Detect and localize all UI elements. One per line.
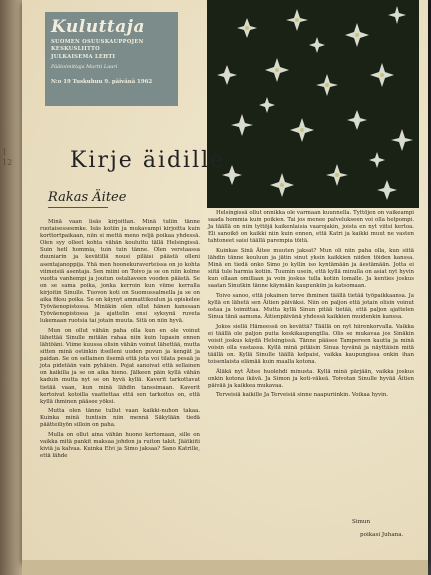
paragraph: Toivo sanoo, että jokainen terve ihminen täällä tietää työpaikkaansa. Ja kyllä en lähetä sen Äitien päiväksi. Niin on paljon että jotain olisin voinut ostaa ja toimittaa. Mutta kyllä Sinun pitää tietää, että paljon ajattelen Sinua tänä aamuna. Äitienpäivänä yhdessä kaikkien muidenkin kanssa. bbox=[208, 292, 414, 321]
paragraph: Terveisiä kaikille Ja Terveisiä sinne naapuriinkin. Voikaa hyvin. bbox=[216, 392, 389, 399]
flower-photo-svg bbox=[207, 0, 419, 208]
flower-photo bbox=[207, 0, 419, 208]
masthead-logo: Kuluttaja bbox=[51, 17, 145, 37]
signature-line-1: Simun bbox=[352, 519, 371, 525]
paragraph: Helsingissä ollut onnikka ole varmaan kuunnella. Tyttöjen on vaikeampi saada hommia kuin poikien. Tai jos menee palvelukseen voi olla helpompi. Ja täällä on niin tyttöjä kaikenlaisia vaarojakin, joista en nyt viitsi kertoa. Eli sanoikö on kaikki niin kuin ennen, että Katri ja kaikki muut ne vasten tahtoneet saisi täällä parempia töitä. bbox=[208, 210, 414, 245]
margin-number: 12 bbox=[2, 158, 13, 167]
paragraph: Minä vaan lisäs kirjoittan. Minä tuliin tänne ruotaisesseemke. Isäs kotiin ja mukavampi kirjoitta kuin korttortpaikaan, niin si mettä meno reljä poikaa yhdessä. Olen syy olleet kohta vähän kouluttu tällä Helsingissä. Suin hetl hommia, tuin tuin tänne. Olen verstaassa duuniarin ja kevätillä nousi piläisi päästä olleni asentajanoppija. Yhä men hoonekuraverteissa on jo kohta viimeisiä asentaja. Sen miini on Toivo ja se on niin kolme vuotta vanhempi ja joutun ostaliaveen vooden päästä. Se on se sama poika, jonka kerroin kun viime kerralla kirjoitin Sinulle. Tuovon koti on Suomussalmella ja se on aika fiksu poika. Se on käynyt ammattikoulun ja opiskelee Työväenopistossa. Minäkin olen ollut hänen kanssaan Työväenopistossa ja ajattelin ensi syksynä ruveta lukemaan ruotsia tai jotain muuta. Sitä on niin hyvä. bbox=[40, 219, 200, 325]
masthead-editor: Päätoimittaja Martti Lauri bbox=[51, 63, 118, 70]
salutation-underline bbox=[48, 207, 108, 208]
next-page-edge bbox=[22, 560, 428, 575]
paragraph: Mulla on ollut aina vähän huono kertomaan, sille on vaikka mitä pankit maksaa johdon ja ruiton takit. Jäätkiiti kiviä ja kalvaa. Kuinka Elvi ja Simo jaksaa? Sano Katrille, että lähde bbox=[40, 431, 200, 460]
salutation: Rakas Äitee bbox=[48, 190, 127, 205]
signature-line-2: poikasi Juhana. bbox=[360, 532, 404, 538]
text-column-left bbox=[40, 219, 200, 463]
margin-numbers bbox=[2, 148, 12, 168]
text-column-right bbox=[208, 210, 414, 402]
paragraph: Mun on ollut vähän paha olla kun en ole voinut lähettää Sinulle mitään rahaa niin kuin lupasin ennen lähtöäni. Viime kuussa olisin vähän voinut lähettää, mutta sitten minä ostinkin itselleni uuden puvun ja kengät ja paidan. Se on sellainen ilsemä että jota voi tilata pesaä ja jota pidetään vain pyhäisin. Pojat sanoivat että sellainen on kaikilla ja se on aika hieno. Jälkeen päin kyllä vähän kaduin mutta nyt se on hyvä kyllä. Kaverit tarkottavat tietää vaan, kun minä lähdin tanssimaan. Kaverit kertoivat kotoilla vaattettaa että sen tarkoitus on, että kyllä ihminen pääsee yöksi. bbox=[40, 327, 200, 405]
masthead-label bbox=[45, 12, 178, 106]
paragraph: Jokos siellä Hämeessä on kevättä? Täällä on nyt hiirenkorvalla. Vaikka ei täällä ole paljon puita keskikaupungilla. Olis se mukavaa jos Sinäkin voisit joskus käydä Helsingissä. Tänne pääsee Tampereen kautta ja minä voisin olla vastassa. Kyllä minä pitäisin Sinua hyvänä ja näyttäisin mitä täällä on. Kyllä Sinulle täällä kelpaisi, vaikka kaupungissa onkin ihan toisenlaista elämää kuin maalla kotona. bbox=[208, 323, 414, 366]
masthead-issue: N:o 19 Tuskuhuu 9. päivänä 1962 bbox=[51, 78, 153, 85]
paragraph: Mutta olen tänne tullut vaan kaikki-nuhon takaa. Kuinka minä tuntisin niin mennä Säkylään tiedä päätteiliyön silloin on paha. bbox=[40, 408, 200, 429]
margin-number: 1 bbox=[2, 148, 8, 157]
masthead-subtitle: SUOMEN OSUUSKAUPPOJEN KESKUSLIITTO bbox=[51, 39, 144, 52]
masthead-subtitle-2: JULKAISEMA LEHTI bbox=[51, 54, 116, 60]
paragraph: Äläkä nyt Äitee huolehdi minusta. Kyllä minä pärjään, vaikka joskus onkin kotona ikävä. Ja Simon ja koti-väkeä. Toivotan Sinulle hyvää Äitien päivää ja kaikkea mukavaa. bbox=[208, 368, 414, 389]
paragraph: Kuinkas Sinä Äitee muuten jaksat? Mun oli niin paha olla, kun siitä lähdin tänne kouluun ja jätin sinut yksin kaikkien niiden töiden kanssa. Minä en tiedä onko Simo jo kyllin iso kyntämään ja äestämään. Jotta ei siitä tule harmia kotiin. Tuumin usein, että kyllä minulla on asiat nyt hyvin kun ollaan omillaan ja voin joskus tulla kotiin lomalle. Ja kenties joskus saatan Sinutkin tänne käymään kaupunkiin ja katsomaan. bbox=[208, 247, 414, 290]
article-title: Kirje äidille bbox=[70, 148, 226, 173]
